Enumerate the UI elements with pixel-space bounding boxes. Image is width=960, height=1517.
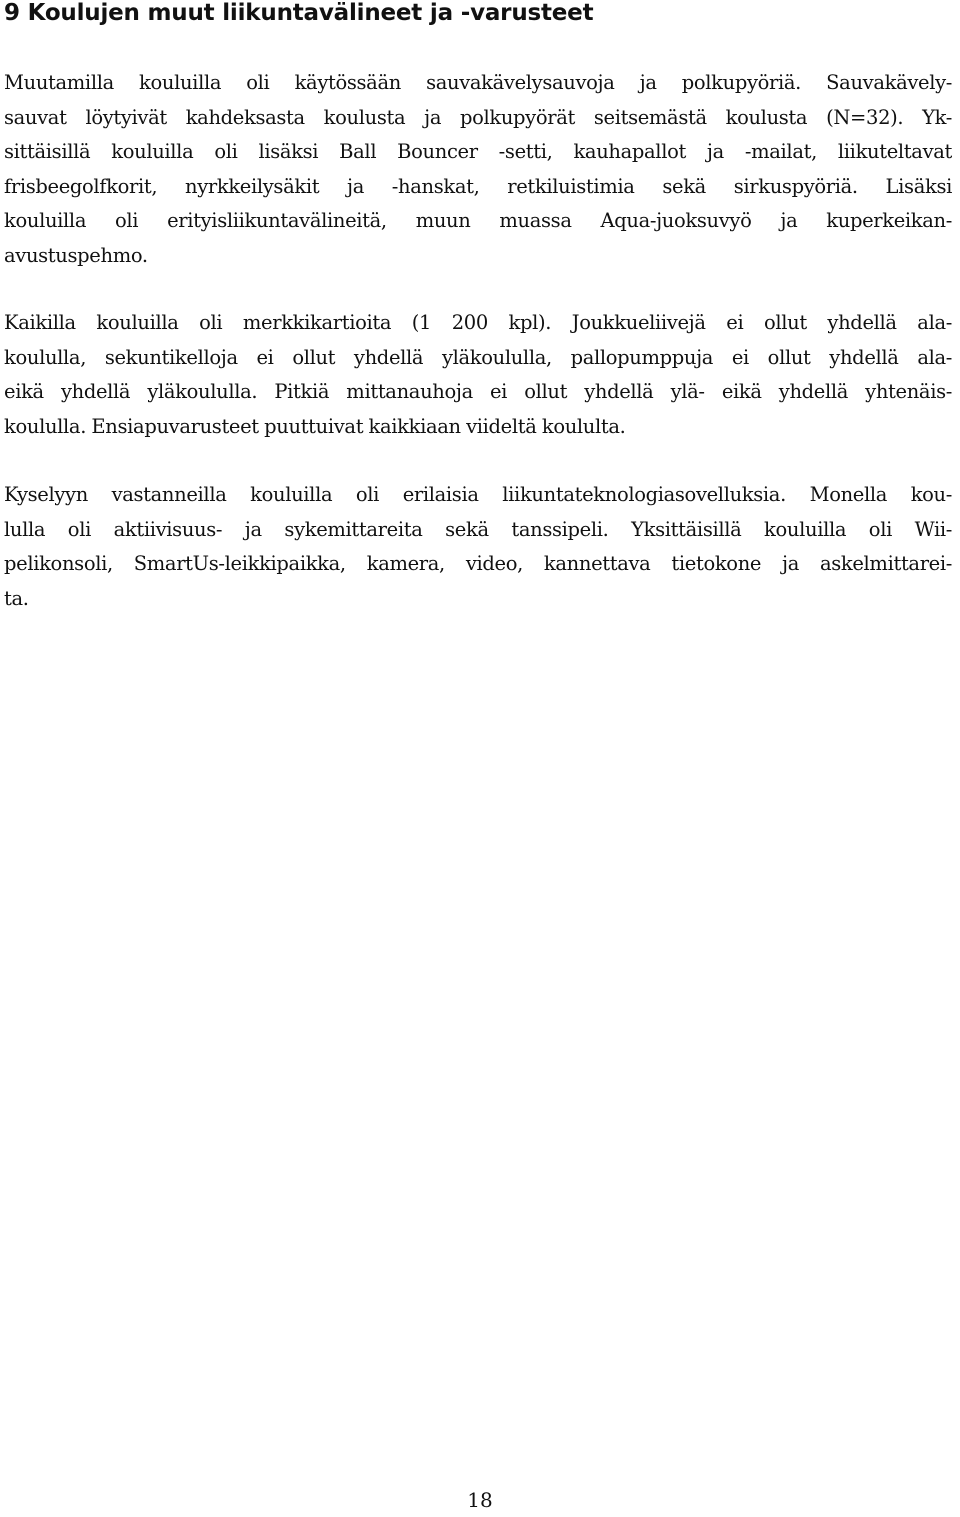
paragraph-line: Muutamilla kouluilla oli käytössään sauvakävelysauvoja ja polkupyöriä. Sauvakävely- [4,71,952,94]
paragraph-line: pelikonsoli, SmartUs-leikkipaikka, kamera, video, kannettava tietokone ja askelmittarei- [4,552,952,575]
paragraph-line: kouluilla oli erityisliikuntavälineitä, muun muassa Aqua-juoksuvyö ja kuperkeikan- [4,209,952,232]
paragraph-line: eikä yhdellä yläkoululla. Pitkiä mittanauhoja ei ollut yhdellä ylä- eikä yhdellä yhtenäis- [4,380,952,403]
paragraph-line: sauvat löytyivät kahdeksasta koulusta ja polkupyörät seitsemästä koulusta (N=32). Yk- [4,105,952,129]
paragraph-line: sittäisillä kouluilla oli lisäksi Ball Bouncer -setti, kauhapallot ja -mailat, liikuteltavat [4,140,952,163]
paragraph-line: ta. [4,586,29,610]
paragraph-line: Kyselyyn vastanneilla kouluilla oli erilaisia liikuntateknologiasovelluksia. Monella kou- [4,483,952,506]
page-number: 18 [467,1488,493,1512]
paragraph-line: koululla, sekuntikelloja ei ollut yhdellä yläkoululla, pallopumppuja ei ollut yhdellä ala- [4,345,952,369]
paragraph-line: koululla. Ensiapuvarusteet puuttuivat kaikkiaan viideltä koululta. [4,414,626,438]
paragraph-line: lulla oli aktiivisuus- ja sykemittareita sekä tanssipeli. Yksittäisillä kouluilla oli Wii- [4,517,952,541]
paragraph-line: frisbeegolfkorit, nyrkkeilysäkit ja -hanskat, retkiluistimia sekä sirkuspyöriä. Lisäksi [4,174,952,198]
paragraph-line: avustuspehmo. [4,243,148,267]
paragraph-supplies [4,306,952,444]
paragraph-technology [4,478,952,616]
paragraph-line: Kaikilla kouluilla oli merkkikartioita (1 200 kpl). Joukkueliivejä ei ollut yhdellä ala- [4,311,952,334]
section-heading: 9 Koulujen muut liikuntavälineet ja -varusteet [4,0,594,26]
paragraph-equipment [4,66,952,273]
